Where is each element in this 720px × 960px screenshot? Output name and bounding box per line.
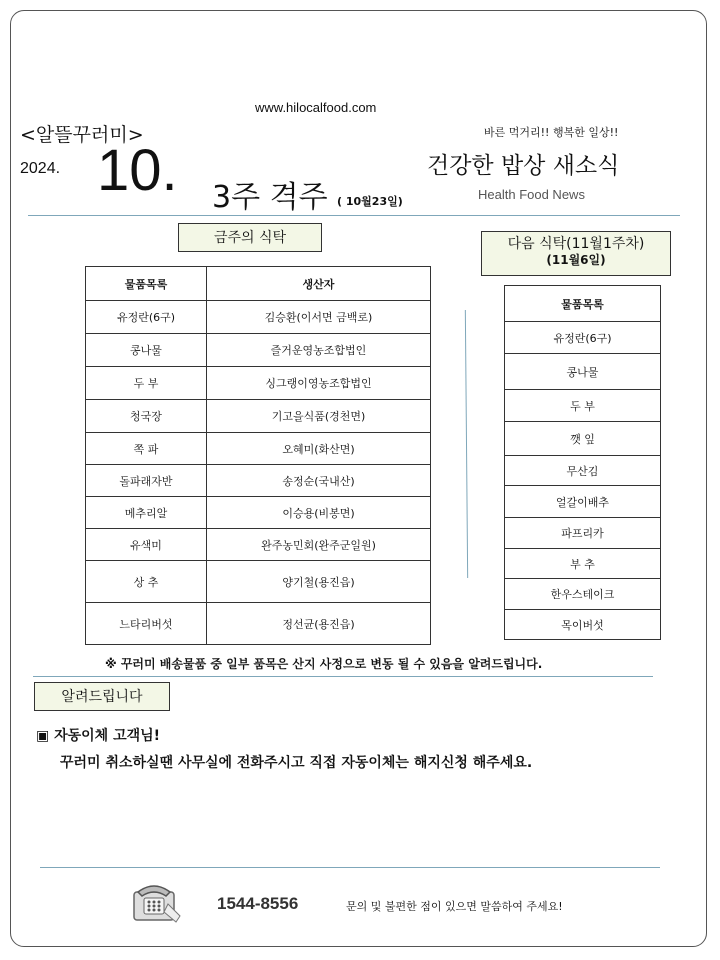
next-item-cell: 얼갈이배추 (505, 486, 661, 518)
this-week-table (85, 266, 431, 645)
next-item-cell: 콩나물 (505, 354, 661, 390)
item-name-cell: 콩나물 (86, 334, 207, 367)
table-row (86, 367, 431, 400)
supply-notice: ※ 꾸러미 배송물품 중 일부 품목은 산지 사정으로 변동 될 수 있음을 알려드립니다. (105, 657, 543, 671)
newsletter-title: 건강한 밥상 새소식 (427, 153, 620, 179)
producer-cell: 양기철(용진읍) (207, 561, 431, 603)
table-row (505, 390, 661, 422)
item-name-cell: 쪽 파 (86, 433, 207, 465)
next-week-table (504, 285, 661, 640)
producer-cell: 오혜미(화산면) (207, 433, 431, 465)
item-name-cell: 느타리버섯 (86, 603, 207, 645)
next-item-cell: 깻 잎 (505, 422, 661, 456)
announcement-title: ▣ 자동이체 고객님! (36, 728, 161, 744)
table-row (86, 603, 431, 645)
item-name-cell: 유정란(6구) (86, 301, 207, 334)
next-week-label: 다음 식탁(11월1주차) (507, 236, 645, 252)
issue-date: ( 10월23일) (337, 195, 403, 208)
table-row (86, 433, 431, 465)
issue-year: 2024. (20, 160, 61, 177)
website-url[interactable]: www.hilocalfood.com (255, 100, 377, 115)
producer-cell: 완주농민회(완주군일원) (207, 529, 431, 561)
table-row (505, 354, 661, 390)
newsletter-subtitle: Health Food News (478, 187, 585, 202)
table-row (86, 497, 431, 529)
producer-cell: 이승용(비봉면) (207, 497, 431, 529)
announcement-label: 알려드립니다 (34, 682, 170, 711)
brand-name: <알뜰꾸러미> (20, 124, 144, 146)
table-row (505, 610, 661, 640)
telephone-icon (130, 874, 182, 926)
next-item-cell: 무산김 (505, 456, 661, 486)
item-name-cell: 돌파래자반 (86, 465, 207, 497)
table-row (505, 549, 661, 579)
producer-cell: 김승환(이서면 금백로) (207, 301, 431, 334)
table-row (505, 322, 661, 354)
slogan: 바른 먹거리!! 행복한 일상!! (484, 126, 619, 139)
this-week-label: 금주의 식탁 (178, 223, 322, 252)
item-name-cell: 두 부 (86, 367, 207, 400)
contact-text: 문의 및 불편한 점이 있으면 말씀하여 주세요! (346, 900, 563, 913)
issue-week: 3주 격주 (212, 180, 328, 215)
producer-cell: 정선균(용진읍) (207, 603, 431, 645)
issue-month: 10. (97, 138, 178, 203)
next-week-date: (11월6일) (546, 253, 606, 267)
table-row (505, 579, 661, 610)
table-row (505, 422, 661, 456)
table-row (505, 486, 661, 518)
producer-cell: 송정순(국내산) (207, 465, 431, 497)
table-row (86, 400, 431, 433)
column-header-producer: 생산자 (207, 267, 431, 301)
item-name-cell: 청국장 (86, 400, 207, 433)
producer-cell: 기고을식품(경천면) (207, 400, 431, 433)
next-item-cell: 두 부 (505, 390, 661, 422)
item-name-cell: 상 추 (86, 561, 207, 603)
next-item-cell: 목이버섯 (505, 610, 661, 640)
table-row (505, 456, 661, 486)
next-item-cell: 파프리카 (505, 518, 661, 549)
phone-number[interactable]: 1544-8556 (217, 894, 299, 913)
announcement-body: 꾸러미 취소하실땐 사무실에 전화주시고 직접 자동이체는 해지신청 해주세요. (60, 755, 533, 771)
table-row (86, 334, 431, 367)
table-row (505, 518, 661, 549)
column-header-items: 물품목록 (86, 267, 207, 301)
notice-divider (33, 676, 653, 677)
table-row (86, 465, 431, 497)
item-name-cell: 메추리알 (86, 497, 207, 529)
next-item-cell: 한우스테이크 (505, 579, 661, 610)
item-name-cell: 유색미 (86, 529, 207, 561)
header-divider (28, 215, 680, 216)
next-item-cell: 유정란(6구) (505, 322, 661, 354)
table-row (86, 301, 431, 334)
table-row (86, 529, 431, 561)
table-row (86, 561, 431, 603)
next-week-box (481, 231, 671, 276)
footer-divider (40, 867, 660, 868)
producer-cell: 즐거운영농조합법인 (207, 334, 431, 367)
next-item-cell: 부 추 (505, 549, 661, 579)
producer-cell: 싱그랭이영농조합법인 (207, 367, 431, 400)
column-header-next-items: 물품목록 (505, 286, 661, 322)
